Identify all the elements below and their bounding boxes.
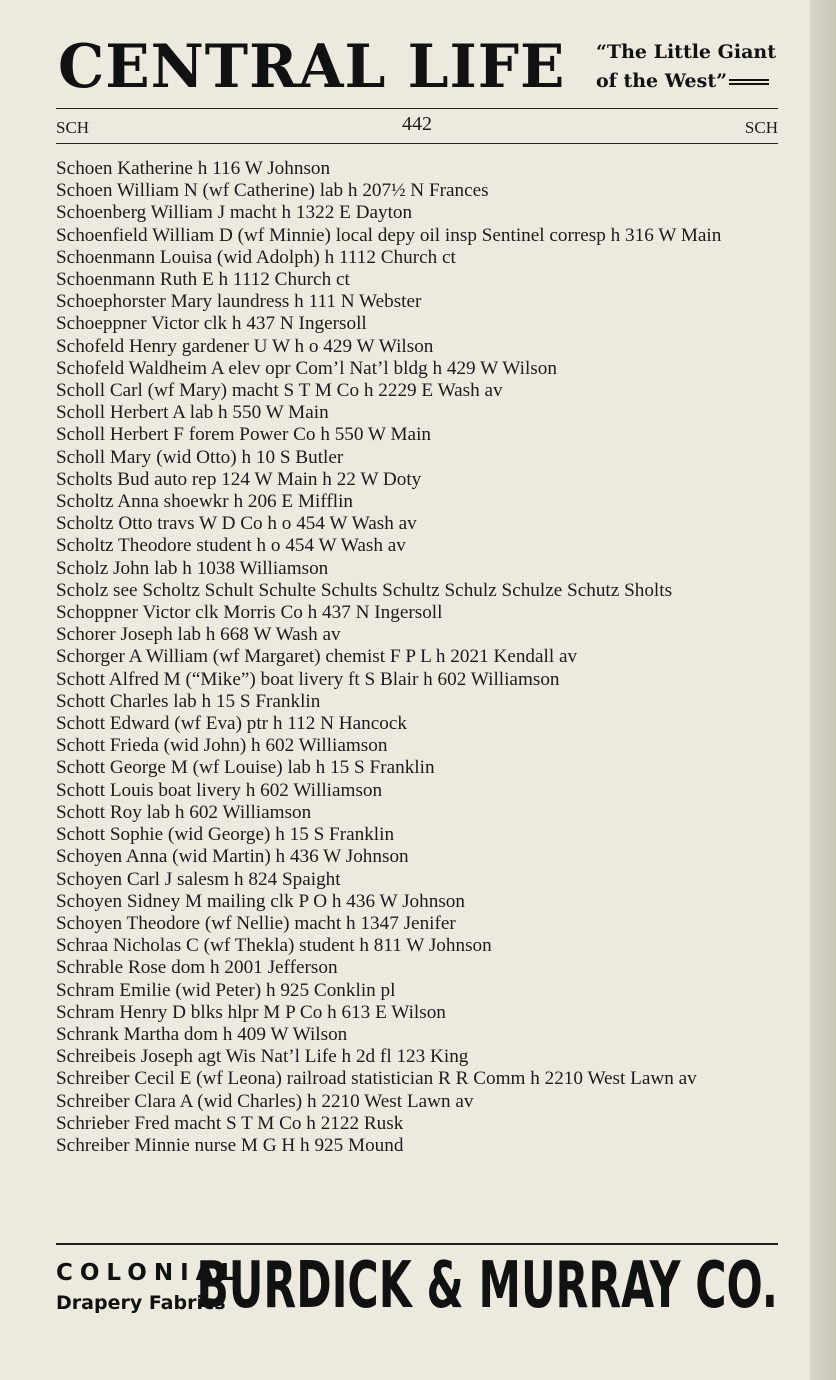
directory-entry: Scholts Bud auto rep 124 W Main h 22 W Doty: [56, 468, 422, 490]
directory-entry: Schofeld Waldheim A elev opr Com’l Nat’l bldg h 429 W Wilson: [56, 357, 557, 379]
directory-entry: Schoyen Theodore (wf Nellie) macht h 1347 Jenifer: [56, 912, 456, 934]
directory-entry: Schoyen Sidney M mailing clk P O h 436 W Johnson: [56, 890, 465, 912]
directory-entry: Schram Henry D blks hlpr M P Co h 613 E Wilson: [56, 1001, 446, 1023]
directory-entry: Schoenfield William D (wf Minnie) local depy oil insp Sentinel corresp h 316 W Main: [56, 224, 722, 246]
bottom-advertisement: [56, 1249, 778, 1332]
directory-entry: Schott Charles lab h 15 S Franklin: [56, 690, 321, 712]
directory-entry: Schraa Nicholas C (wf Thekla) student h 811 W Johnson: [56, 935, 492, 957]
directory-entry: Scholtz Otto travs W D Co h o 454 W Wash av: [56, 513, 417, 535]
running-head-right: SCH: [744, 118, 778, 137]
directory-entry: Schrable Rose dom h 2001 Jefferson: [56, 957, 338, 979]
directory-entries: [56, 158, 780, 1157]
ad-slogan-line-2-wrap: [596, 67, 778, 96]
directory-entry: Scholz see Scholtz Schult Schulte Schults Schultz Schulz Schulze Schutz Sholts: [56, 579, 673, 601]
directory-entry: Schoephorster Mary laundress h 111 N Webster: [56, 291, 422, 313]
directory-entry: Schott Edward (wf Eva) ptr h 112 N Hancock: [56, 713, 407, 735]
directory-entry: Schreiber Clara A (wid Charles) h 2210 West Lawn av: [56, 1090, 474, 1112]
running-head: [56, 113, 778, 138]
ad-colonial: COLONIAL: [56, 1260, 243, 1286]
ad-drapery-fabrics: Drapery Fabrics: [56, 1292, 226, 1314]
directory-entry: Schoen William N (wf Catherine) lab h 207½ N Frances: [56, 180, 489, 202]
ad-slogan: [596, 38, 778, 96]
directory-entry: Schoppner Victor clk Morris Co h 437 N Ingersoll: [56, 602, 443, 624]
directory-entry: Schott Sophie (wid George) h 15 S Franklin: [56, 824, 395, 846]
directory-entry: Schoenberg William J macht h 1322 E Dayton: [56, 202, 413, 224]
directory-entry: Scholz John lab h 1038 Williamson: [56, 557, 329, 579]
directory-entry: Schrieber Fred macht S T M Co h 2122 Rusk: [56, 1112, 404, 1134]
directory-entry: Scholl Herbert F forem Power Co h 550 W Main: [56, 424, 431, 446]
ad-slogan-line-2: of the West”: [596, 70, 728, 92]
directory-entry: Scholtz Anna shoewkr h 206 E Mifflin: [56, 491, 354, 513]
header-rule-top: [56, 108, 778, 109]
footer-rule: [56, 1243, 778, 1245]
directory-entry: Schoenmann Louisa (wid Adolph) h 1112 Church ct: [56, 246, 456, 268]
page-number: 442: [402, 113, 432, 135]
directory-entry: Schoenmann Ruth E h 1112 Church ct: [56, 269, 350, 291]
directory-entry: Schoeppner Victor clk h 437 N Ingersoll: [56, 313, 367, 335]
directory-entry: Schoen Katherine h 116 W Johnson: [56, 158, 331, 179]
directory-entry: Schofeld Henry gardener U W h o 429 W Wilson: [56, 335, 434, 357]
top-advertisement: [56, 30, 780, 104]
header-rule-bottom: [56, 143, 778, 144]
directory-entry: Schott Louis boat livery h 602 Williamson: [56, 779, 383, 801]
directory-entry: Schoyen Carl J salesm h 824 Spaight: [56, 868, 341, 890]
directory-entry: Schott George M (wf Louise) lab h 15 S Franklin: [56, 757, 435, 779]
directory-entry: Schreiber Minnie nurse M G H h 925 Mound: [56, 1134, 404, 1156]
double-dash-ornament: [729, 79, 769, 85]
running-head-left: SCH: [56, 118, 90, 137]
directory-entry: Scholl Mary (wid Otto) h 10 S Butler: [56, 446, 344, 468]
page-edge-shadow: [810, 0, 836, 1380]
directory-entry: Schreibeis Joseph agt Wis Nat’l Life h 2d fl 123 King: [56, 1046, 469, 1068]
directory-entry: Schrank Martha dom h 409 W Wilson: [56, 1023, 348, 1045]
directory-entry: Schoyen Anna (wid Martin) h 436 W Johnson: [56, 846, 409, 868]
directory-entry: Schreiber Cecil E (wf Leona) railroad statistician R R Comm h 2210 West Lawn av: [56, 1068, 697, 1090]
ad-brand-title: CENTRAL LIFE: [58, 32, 566, 102]
ad-company-name: BURDICK & MURRAY CO.: [196, 1249, 778, 1323]
directory-entry: Schott Frieda (wid John) h 602 Williamson: [56, 735, 388, 757]
ad-slogan-line-1: “The Little Giant: [596, 41, 776, 63]
directory-entry: Scholl Carl (wf Mary) macht S T M Co h 2229 E Wash av: [56, 380, 503, 402]
directory-entry: Schram Emilie (wid Peter) h 925 Conklin pl: [56, 979, 396, 1001]
directory-entry: Scholtz Theodore student h o 454 W Wash av: [56, 535, 406, 557]
directory-entry: Schott Roy lab h 602 Williamson: [56, 801, 312, 823]
directory-entry: Schott Alfred M (“Mike”) boat livery ft S Blair h 602 Williamson: [56, 668, 560, 690]
directory-entry: Scholl Herbert A lab h 550 W Main: [56, 402, 329, 424]
directory-entry: Schorger A William (wf Margaret) chemist F P L h 2021 Kendall av: [56, 646, 578, 668]
directory-entry: Schorer Joseph lab h 668 W Wash av: [56, 624, 341, 646]
